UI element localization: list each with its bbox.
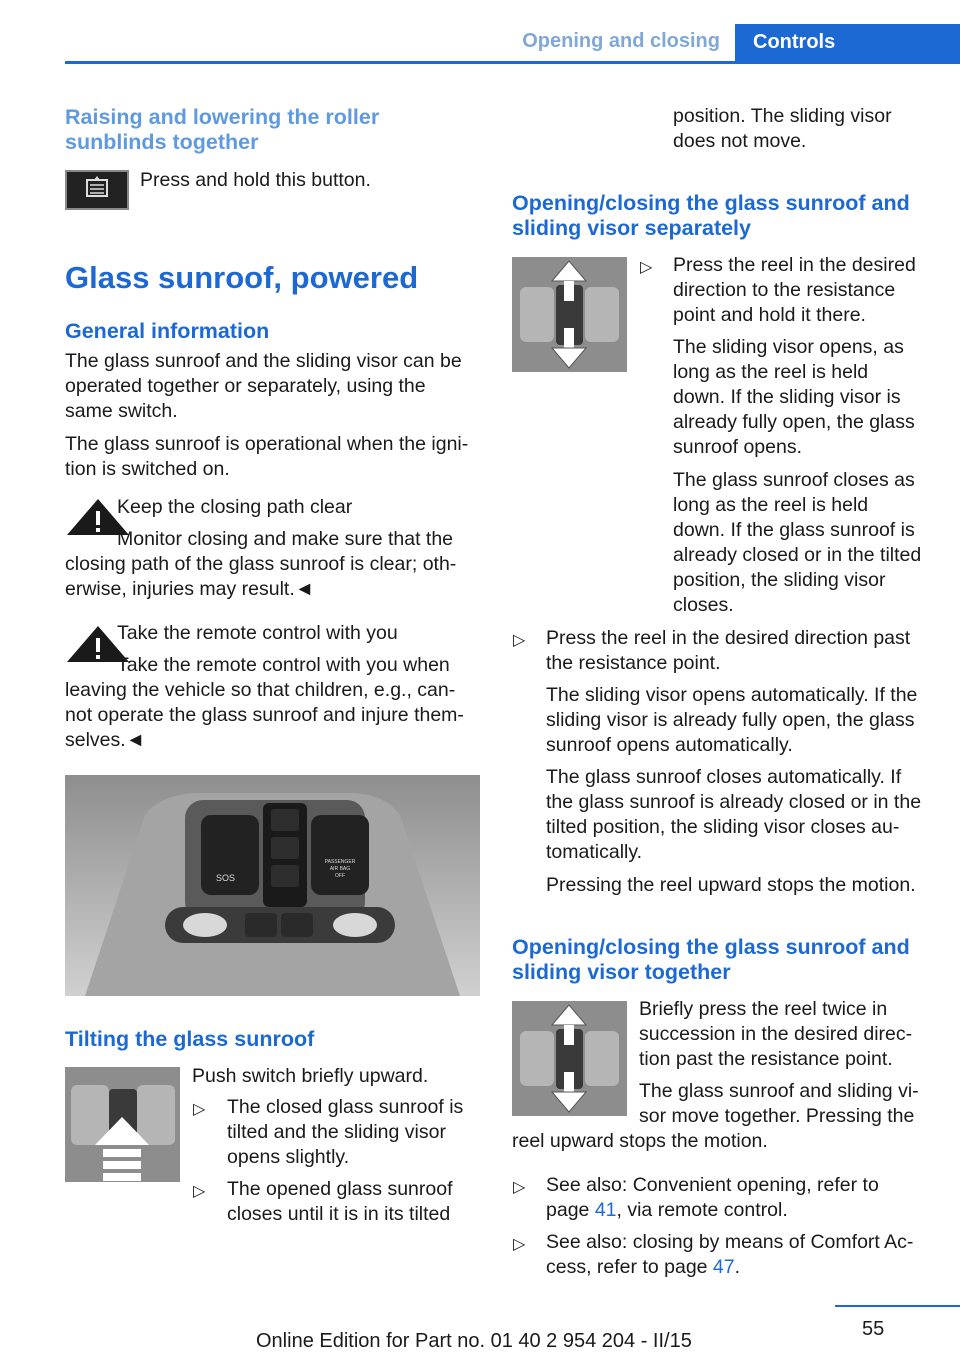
warning-1-line: erwise, injuries may result.◄ [65, 578, 315, 600]
overhead-console-illustration [65, 775, 480, 996]
sep-bullet-1-p3-line: down. If the glass sunroof is [673, 519, 915, 541]
general-p1-line: The glass sunroof and the sliding visor can be [65, 350, 462, 372]
warning-2-line: Take the remote control with you when [117, 654, 450, 676]
footer-rule [835, 1305, 960, 1307]
header-chapter-title: Controls [753, 31, 836, 53]
tilt-text: Push switch briefly upward. [192, 1065, 429, 1087]
see-also-2-text: . [734, 1256, 741, 1278]
sep-bullet-2-line: Press the reel in the desired direction past [546, 627, 911, 649]
triangle-bullet-icon: ▷ [193, 1183, 206, 1200]
sep-bullet-1-p2-line: down. If the sliding visor is [673, 386, 901, 408]
header-chapter-tab [735, 24, 960, 61]
sep-bullet-1-p2-line: sunroof opens. [673, 436, 803, 458]
reel-switch-image [512, 1001, 627, 1116]
sep-bullet-1-p2-line: long as the reel is held [673, 361, 869, 383]
airbag-off-label-line: OFF [335, 873, 345, 879]
sep-bullet-1-line: point and hold it there. [673, 304, 866, 326]
page-41-link[interactable]: 41 [594, 1199, 617, 1221]
warning-1-title: Keep the closing path clear [117, 496, 353, 518]
reel-switch-illustration [512, 1001, 627, 1116]
sep-bullet-2-p2-line: sliding visor is already fully open, the glass [546, 709, 915, 731]
together-text-line: The glass sunroof and sliding vi- [639, 1080, 919, 1102]
general-heading: General information [65, 319, 270, 343]
tilt-bullet-2-line: closes until it is in its tilted [227, 1203, 451, 1225]
general-p1-line: same switch. [65, 400, 178, 422]
roller-heading-line-1: Raising and lowering the roller [65, 105, 380, 129]
warning-1-line: Monitor closing and make sure that the [117, 528, 454, 550]
continuation-line: does not move. [673, 130, 807, 152]
general-p1-line: operated together or separately, using the [65, 375, 426, 397]
sep-bullet-2-p3-line: tilted position, the sliding visor closes au- [546, 816, 900, 838]
see-also-2-line-2 [546, 1255, 740, 1280]
sep-bullet-2-p4: Pressing the reel upward stops the motion. [546, 874, 916, 896]
sep-bullet-2-line: the resistance point. [546, 652, 721, 674]
warning-2-line: leaving the vehicle so that children, e.g., can- [65, 679, 456, 701]
see-also-1-line-2 [546, 1198, 788, 1223]
separately-heading-line: Opening/closing the glass sunroof and [512, 191, 910, 215]
reel-switch-image [512, 257, 627, 372]
together-text-line: reel upward stops the motion. [512, 1130, 768, 1152]
sep-bullet-1-p2-line: already fully open, the glass [673, 411, 915, 433]
warning-2-line: selves.◄ [65, 729, 145, 751]
see-also-1-text: page [546, 1199, 595, 1221]
sep-bullet-1-p3-line: The glass sunroof closes as [673, 469, 915, 491]
together-heading-line: sliding visor together [512, 960, 731, 984]
sep-bullet-1-p2-line: The sliding visor opens, as [673, 336, 904, 358]
sep-bullet-2-p2-line: The sliding visor opens automatically. If the [546, 684, 918, 706]
triangle-bullet-icon: ▷ [513, 632, 526, 649]
roller-heading-line-2: sunblinds together [65, 130, 259, 154]
triangle-bullet-icon: ▷ [513, 1179, 526, 1196]
sep-bullet-1-p3-line: long as the reel is held [673, 494, 869, 516]
see-also-1-line-1: See also: Convenient opening, refer to [546, 1174, 879, 1196]
triangle-bullet-icon: ▷ [640, 259, 653, 276]
sunblind-icon [67, 172, 127, 208]
tilt-heading: Tilting the glass sunroof [65, 1027, 315, 1051]
warning-1-line: closing path of the glass sunroof is clear; oth- [65, 553, 457, 575]
header-section-title: Opening and closing [522, 30, 720, 52]
tilt-bullet-2-line: The opened glass sunroof [227, 1178, 453, 1200]
airbag-off-label-line: AIR BAG [329, 866, 351, 872]
page-47-link[interactable]: 47 [712, 1256, 735, 1278]
tilt-bullet-1-line: opens slightly. [227, 1146, 350, 1168]
together-text-line: sor move together. Pressing the [639, 1105, 915, 1127]
roller-text: Press and hold this button. [140, 169, 371, 191]
see-also-2-line-1: See also: closing by means of Comfort Ac- [546, 1231, 914, 1253]
tilt-switch-illustration [65, 1067, 180, 1182]
triangle-bullet-icon: ▷ [193, 1101, 206, 1118]
airbag-off-label [315, 859, 365, 880]
sep-bullet-1-p3-line: closes. [673, 594, 734, 616]
sep-bullet-1-p3-line: position, the sliding visor [673, 569, 886, 591]
overhead-console-photo [65, 775, 480, 996]
sep-bullet-2-p3-line: The glass sunroof closes automatically. If [546, 766, 902, 788]
together-text-line: Briefly press the reel twice in [639, 998, 888, 1020]
see-also-1-text: , via remote control. [616, 1199, 788, 1221]
sep-bullet-2-p3-line: the glass sunroof is already closed or in the [546, 791, 922, 813]
continuation-line: position. The sliding visor [673, 105, 892, 127]
roller-sunblind-button-image [65, 170, 129, 210]
sos-button-label: SOS [216, 873, 236, 883]
sep-bullet-2-p2-line: sunroof opens automatically. [546, 734, 793, 756]
sep-bullet-1-line: Press the reel in the desired [673, 254, 916, 276]
warning-2-title: Take the remote control with you [117, 622, 398, 644]
sep-bullet-2-p3-line: tomatically. [546, 841, 643, 863]
together-text-line: succession in the desired direc- [639, 1023, 913, 1045]
separately-heading-line: sliding visor separately [512, 216, 751, 240]
page-number: 55 [862, 1318, 885, 1340]
main-heading: Glass sunroof, powered [65, 260, 419, 295]
see-also-2-text: cess, refer to page [546, 1256, 713, 1278]
airbag-off-label-line: PASSENGER [324, 859, 356, 865]
tilt-bullet-1-line: tilted and the sliding visor [227, 1121, 446, 1143]
header-rule [65, 61, 960, 64]
tilt-switch-image [65, 1067, 180, 1182]
sep-bullet-1-line: direction to the resistance [673, 279, 896, 301]
triangle-bullet-icon: ▷ [513, 1236, 526, 1253]
reel-switch-illustration [512, 257, 627, 372]
general-p2-line: tion is switched on. [65, 458, 230, 480]
warning-2-line: not operate the glass sunroof and injure them- [65, 704, 464, 726]
footer-edition: Online Edition for Part no. 01 40 2 954 204 - II/15 [256, 1330, 692, 1352]
together-text-line: tion past the resistance point. [639, 1048, 893, 1070]
general-p2-line: The glass sunroof is operational when the igni- [65, 433, 469, 455]
sep-bullet-1-p3-line: already closed or in the tilted [673, 544, 922, 566]
tilt-bullet-1-line: The closed glass sunroof is [227, 1096, 464, 1118]
together-heading-line: Opening/closing the glass sunroof and [512, 935, 910, 959]
